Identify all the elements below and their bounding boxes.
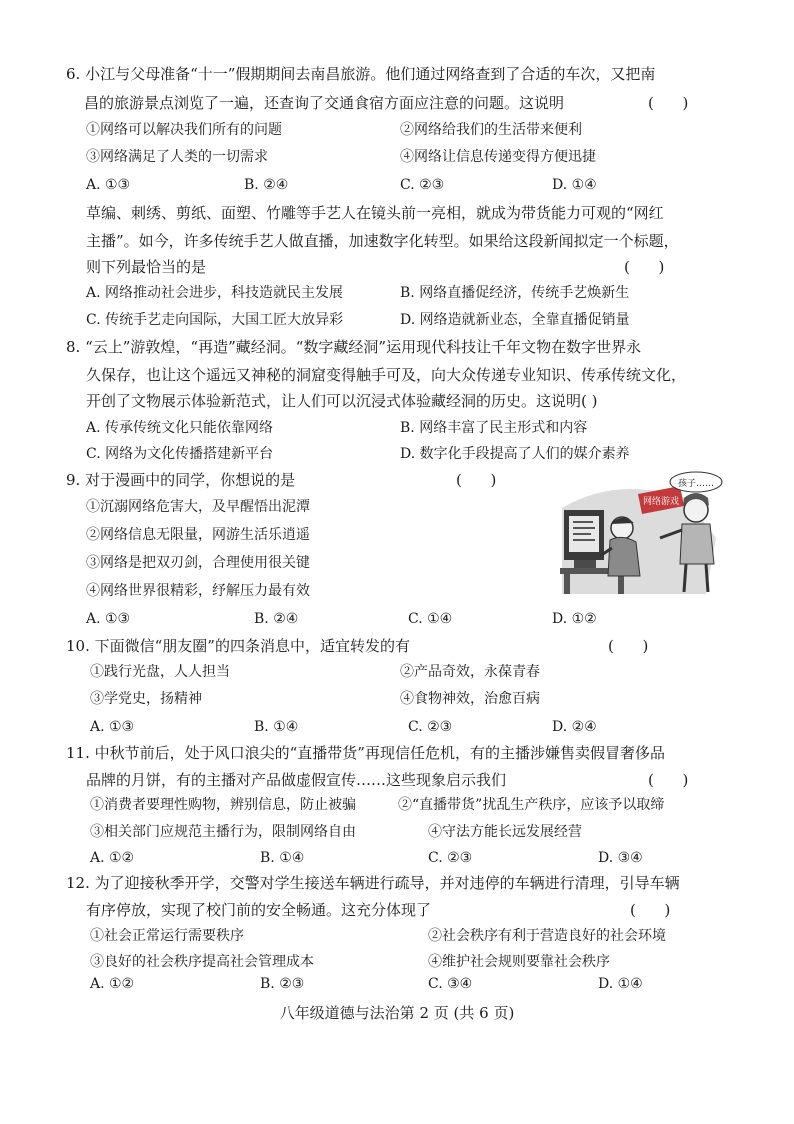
q11-stem-line2: 品牌的月饼，有的主播对产品做虚假宣传……这些现象启示我们 — [86, 771, 507, 789]
q9-option-d: D. ①② — [552, 611, 597, 627]
q10-stem-line1: 10. 下面微信“朋友圈”的四条消息中，适宜转发的有 — [66, 637, 410, 655]
q8-stem-line3: 开创了文物展示体验新范式，让人们可以沉浸式体验藏经洞的历史。这说明( ) — [86, 392, 598, 410]
cartoon-sign-text: 网络游戏 — [642, 497, 680, 507]
q11-statement-2: ②“直播带货”扰乱生产秩序，应该予以取缔 — [398, 797, 665, 813]
q10-statement-4: ④食物神效，治愈百病 — [400, 691, 540, 707]
q7-answer-paren: ( ) — [624, 258, 665, 276]
q7-option-c: C. 传统手艺走向国际，大国工匠大放异彩 — [86, 312, 344, 328]
q9-option-a: A. ①③ — [86, 611, 131, 627]
q9-option-b: B. ②④ — [254, 611, 299, 627]
q8-stem-line1: 8. “云上”游敦煌，“再造”藏经洞。“数字藏经洞”运用现代科技让千年文物在数字世界永 — [66, 338, 642, 356]
q9-statement-3: ③网络是把双刃剑，合理使用很关键 — [86, 555, 310, 571]
q7-stem-line2: 主播”。如今，许多传统手艺人做直播，加速数字化转型。如果给这段新闻拟定一个标题， — [86, 232, 679, 250]
q12-statement-2: ②社会秩序有利于营造良好的社会环境 — [428, 928, 666, 944]
q6-stem-line2: 昌的旅游景点浏览了一遍，还查询了交通食宿方面应注意的问题。这说明 — [84, 94, 565, 112]
q8-option-a: A. 传承传统文化只能依靠网络 — [86, 420, 274, 436]
q12-option-d: D. ①④ — [598, 976, 643, 992]
q12-option-b: B. ②③ — [260, 976, 305, 992]
cartoon-bubble-text: 孩子…… — [677, 479, 715, 489]
cartoon-monitor — [564, 510, 604, 568]
q6-option-b: B. ②④ — [244, 177, 289, 193]
q12-statement-4: ④维护社会规则要靠社会秩序 — [428, 954, 610, 970]
q11-statement-3: ③相关部门应规范主播行为，限制网络自由 — [90, 824, 356, 840]
q11-option-d: D. ③④ — [598, 850, 643, 866]
q11-option-a: A. ①② — [90, 850, 135, 866]
q6-option-a: A. ①③ — [86, 177, 131, 193]
q6-statement-2: ②网络给我们的生活带来便利 — [400, 122, 582, 138]
q11-statement-1: ①消费者要理性购物，辨别信息，防止被骗 — [90, 797, 356, 813]
q9-statement-2: ②网络信息无限量，网游生活乐逍遥 — [86, 527, 310, 543]
q11-statement-4: ④守法方能长远发展经营 — [428, 824, 582, 840]
q10-statement-3: ③学党史，扬精神 — [90, 691, 202, 707]
q6-statement-1: ①网络可以解决我们所有的问题 — [86, 122, 282, 138]
q10-answer-paren: ( ) — [608, 637, 649, 655]
q11-stem-line1: 11. 中秋节前后，处于风口浪尖的“直播带货”再现信任危机，有的主播涉嫌售卖假冒奢侈品 — [66, 744, 665, 762]
q11-answer-paren: ( ) — [648, 771, 689, 789]
q6-stem-line1: 6. 小江与父母准备“十一”假期期间去南昌旅游。他们通过网络查到了合适的车次，又把南 — [66, 65, 656, 83]
q12-stem-line2: 有序停放，实现了校门前的安全畅通。这充分体现了 — [86, 901, 432, 919]
q9-stem-line1: 9. 对于漫画中的同学，你想说的是 — [66, 471, 296, 489]
q10-option-a: A. ①③ — [90, 719, 135, 735]
q12-answer-paren: ( ) — [630, 901, 671, 919]
cartoon-speech-bubble — [670, 472, 722, 492]
q10-option-b: B. ①④ — [254, 719, 299, 735]
q9-option-c: C. ①④ — [408, 611, 453, 627]
q10-option-d: D. ②④ — [552, 719, 597, 735]
q6-answer-paren: ( ) — [648, 94, 689, 112]
q6-option-d: D. ①④ — [552, 177, 597, 193]
q8-option-b: B. 网络丰富了民主形式和内容 — [400, 420, 588, 436]
q12-statement-3: ③良好的社会秩序提高社会管理成本 — [90, 954, 314, 970]
q7-stem-line3: 则下列最恰当的是 — [86, 258, 207, 276]
q6-option-c: C. ②③ — [400, 177, 445, 193]
q8-stem-line2: 久保存，也让这个遥远又神秘的洞窟变得触手可及，向大众传递专业知识、传承传统文化， — [86, 366, 687, 384]
q9-statement-4: ④网络世界很精彩，纾解压力最有效 — [86, 583, 310, 599]
q6-statement-3: ③网络满足了人类的一切需求 — [86, 149, 268, 165]
q7-stem-line1: 草编、刺绣、剪纸、面塑、竹雕等手艺人在镜头前一亮相，就成为带货能力可观的“网红 — [86, 204, 664, 222]
q10-statement-1: ①践行光盘，人人担当 — [90, 664, 230, 680]
q8-option-d: D. 数字化手段提高了人们的媒介素养 — [400, 446, 630, 462]
q7-option-a: A. 网络推动社会进步，科技造就民主发展 — [86, 285, 344, 301]
q12-stem-line1: 12. 为了迎接秋季开学，交警对学生接送车辆进行疏导，并对违停的车辆进行清理，引导车辆 — [66, 874, 680, 892]
q6-statement-4: ④网络让信息传递变得方便迅捷 — [400, 149, 596, 165]
q11-option-b: B. ①④ — [260, 850, 305, 866]
q10-statement-2: ②产品奇效，永葆青春 — [400, 664, 540, 680]
q12-option-c: C. ③④ — [428, 976, 473, 992]
q9-statement-1: ①沉溺网络危害大，及早醒悟出泥潭 — [86, 499, 310, 515]
q8-option-c: C. 网络为文化传播搭建新平台 — [86, 446, 274, 462]
q12-option-a: A. ①② — [90, 976, 135, 992]
page-footer: 八年级道德与法治第 2 页 (共 6 页) — [279, 1004, 515, 1022]
q7-option-b: B. 网络直播促经济，传统手艺焕新生 — [400, 285, 630, 301]
q9-cartoon-image — [556, 468, 726, 596]
q9-answer-paren: ( ) — [456, 471, 497, 489]
q12-statement-1: ①社会正常运行需要秩序 — [90, 928, 244, 944]
q7-option-d: D. 网络造就新业态，全靠直播促销量 — [400, 312, 630, 328]
q11-option-c: C. ②③ — [428, 850, 473, 866]
q10-option-c: C. ②③ — [408, 719, 453, 735]
